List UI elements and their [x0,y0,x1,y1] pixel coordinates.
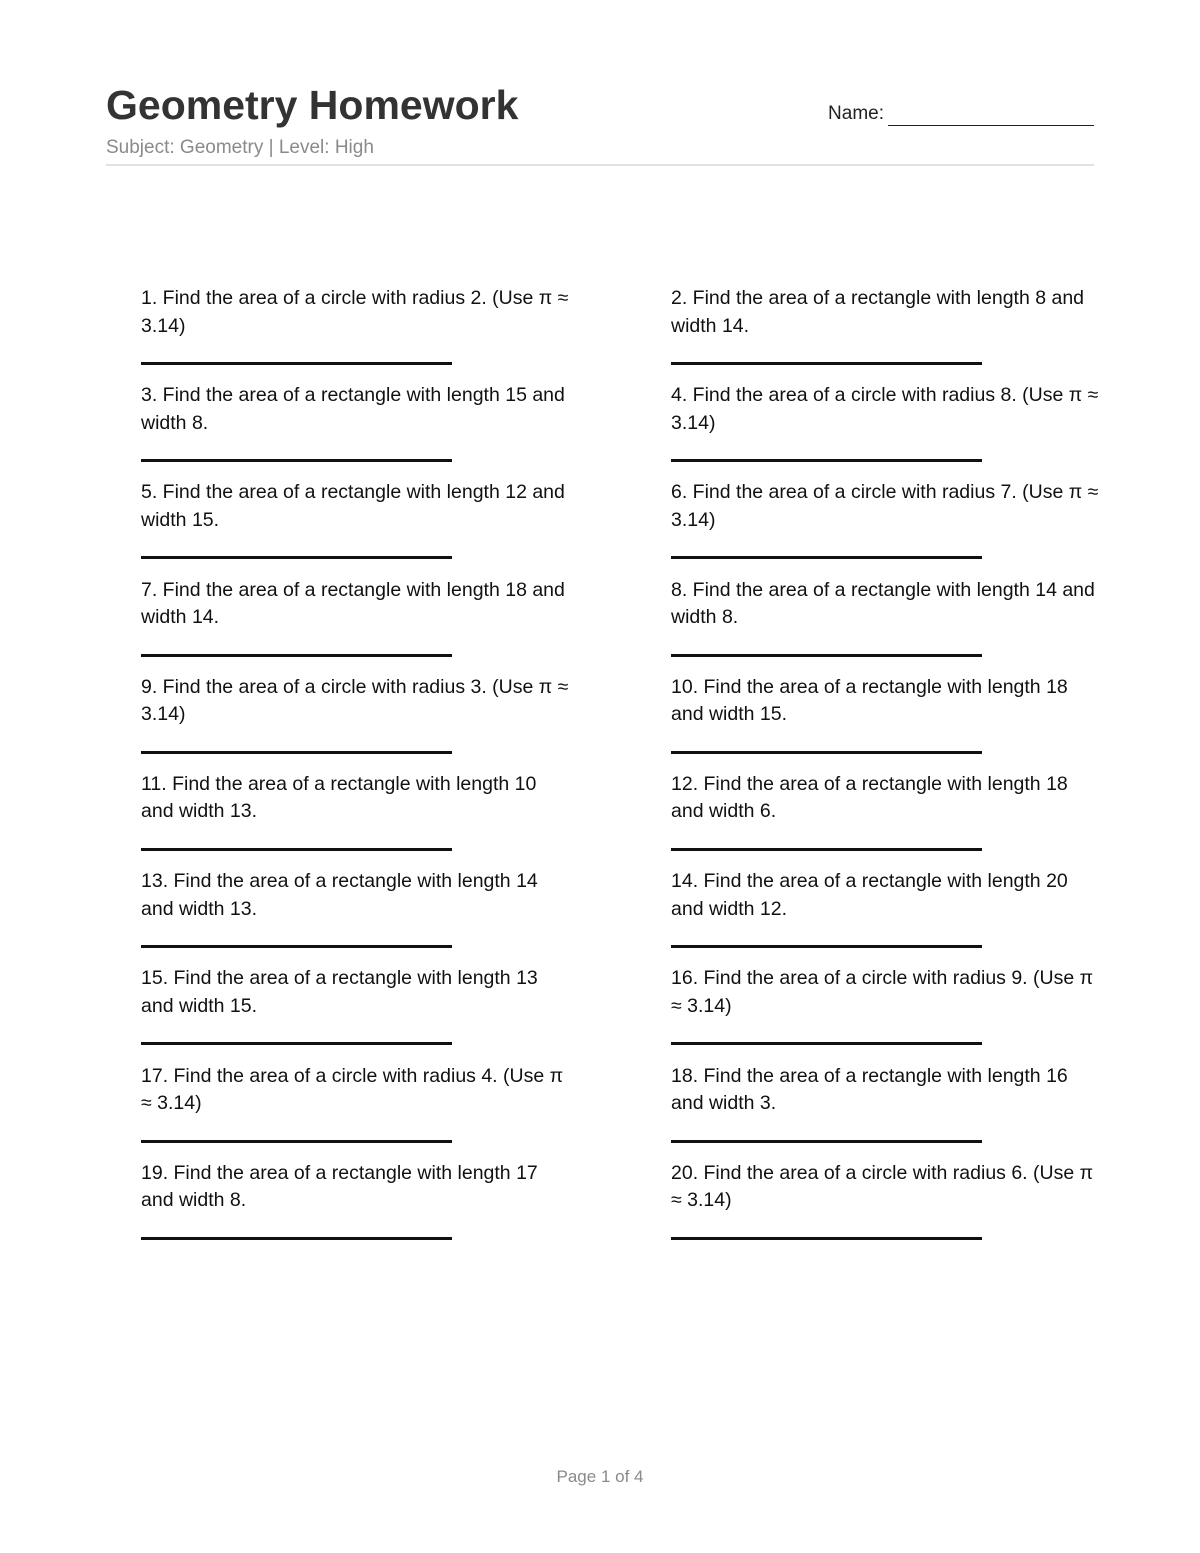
problem-text: 4. Find the area of a circle with radius 8. (Use π ≈ 3.14) [671,384,1099,434]
answer-line[interactable] [141,362,452,365]
problem-text: 17. Find the area of a circle with radius 4. (Use π ≈ 3.14) [141,1064,564,1114]
problem-text: 7. Find the area of a rectangle with length 18 and width 14. [141,578,565,629]
header-divider [106,164,1094,166]
problem-text: 15. Find the area of a rectangle with length 13 and width 15. [141,967,538,1017]
name-answer-line[interactable] [888,105,1094,126]
answer-line[interactable] [671,362,982,365]
problem-text: 2. Find the area of a rectangle with length 8 and width 14. [671,287,1085,337]
problem-text: 9. Find the area of a circle with radius 3. (Use π ≈ 3.14) [141,675,569,726]
problem-item [141,771,671,868]
answer-line[interactable] [671,654,982,657]
answer-line[interactable] [141,459,452,462]
problem-item [671,1063,1101,1160]
answer-line[interactable] [141,654,452,657]
problem-item [671,771,1101,868]
answer-line[interactable] [141,751,452,754]
problem-item [671,965,1101,1062]
problem-text: 18. Find the area of a rectangle with length 16 and width 3. [671,1064,1068,1114]
problem-text: 11. Find the area of a rectangle with length 10 and width 13. [141,772,537,823]
problem-text: 5. Find the area of a rectangle with length 12 and width 15. [141,481,565,531]
answer-line[interactable] [141,1237,452,1240]
problem-item [141,285,671,382]
problem-text: 19. Find the area of a rectangle with length 17 and width 8. [141,1161,538,1212]
answer-line[interactable] [671,459,982,462]
name-label: Name: [828,103,884,124]
problem-item [671,577,1101,674]
problem-item [141,674,671,771]
page-number: Page 1 of 4 [556,1467,644,1486]
problem-item [671,674,1101,771]
answer-line[interactable] [671,1140,982,1143]
problem-grid [141,285,1101,1257]
name-field[interactable] [828,102,1094,126]
problem-item [141,479,671,576]
answer-line[interactable] [141,1042,452,1045]
problem-item [141,1160,671,1257]
answer-line[interactable] [141,1140,452,1143]
answer-line[interactable] [671,1237,982,1240]
answer-line[interactable] [671,848,982,851]
problem-item [141,382,671,479]
problem-text: 14. Find the area of a rectangle with length 20 and width 12. [671,870,1068,920]
problem-text: 6. Find the area of a circle with radius 7. (Use π ≈ 3.14) [671,481,1099,531]
answer-line[interactable] [141,848,452,851]
problem-text: 8. Find the area of a rectangle with length 14 and width 8. [671,578,1095,629]
worksheet-header [106,80,1094,168]
problem-text: 1. Find the area of a circle with radius 2. (Use π ≈ 3.14) [141,287,569,337]
problem-item [671,868,1101,965]
problem-item [141,1063,671,1160]
answer-line[interactable] [141,556,452,559]
problem-item [141,577,671,674]
page-subtitle: Subject: Geometry | Level: High [106,137,374,158]
problem-text: 13. Find the area of a rectangle with length 14 and width 13. [141,870,538,920]
problem-text: 20. Find the area of a circle with radius 6. (Use π ≈ 3.14) [671,1161,1094,1212]
problem-item [141,868,671,965]
problem-text: 3. Find the area of a rectangle with length 15 and width 8. [141,384,565,434]
problem-item [141,965,671,1062]
problem-text: 16. Find the area of a circle with radius 9. (Use π ≈ 3.14) [671,967,1094,1017]
page-title: Geometry Homework [106,82,519,128]
problem-text: 10. Find the area of a rectangle with length 18 and width 15. [671,675,1068,726]
problem-item [671,1160,1101,1257]
problem-item [671,479,1101,576]
answer-line[interactable] [671,556,982,559]
problem-text: 12. Find the area of a rectangle with length 18 and width 6. [671,772,1068,823]
problem-item [671,382,1101,479]
answer-line[interactable] [141,945,452,948]
answer-line[interactable] [671,945,982,948]
answer-line[interactable] [671,1042,982,1045]
problem-item [671,285,1101,382]
answer-line[interactable] [671,751,982,754]
